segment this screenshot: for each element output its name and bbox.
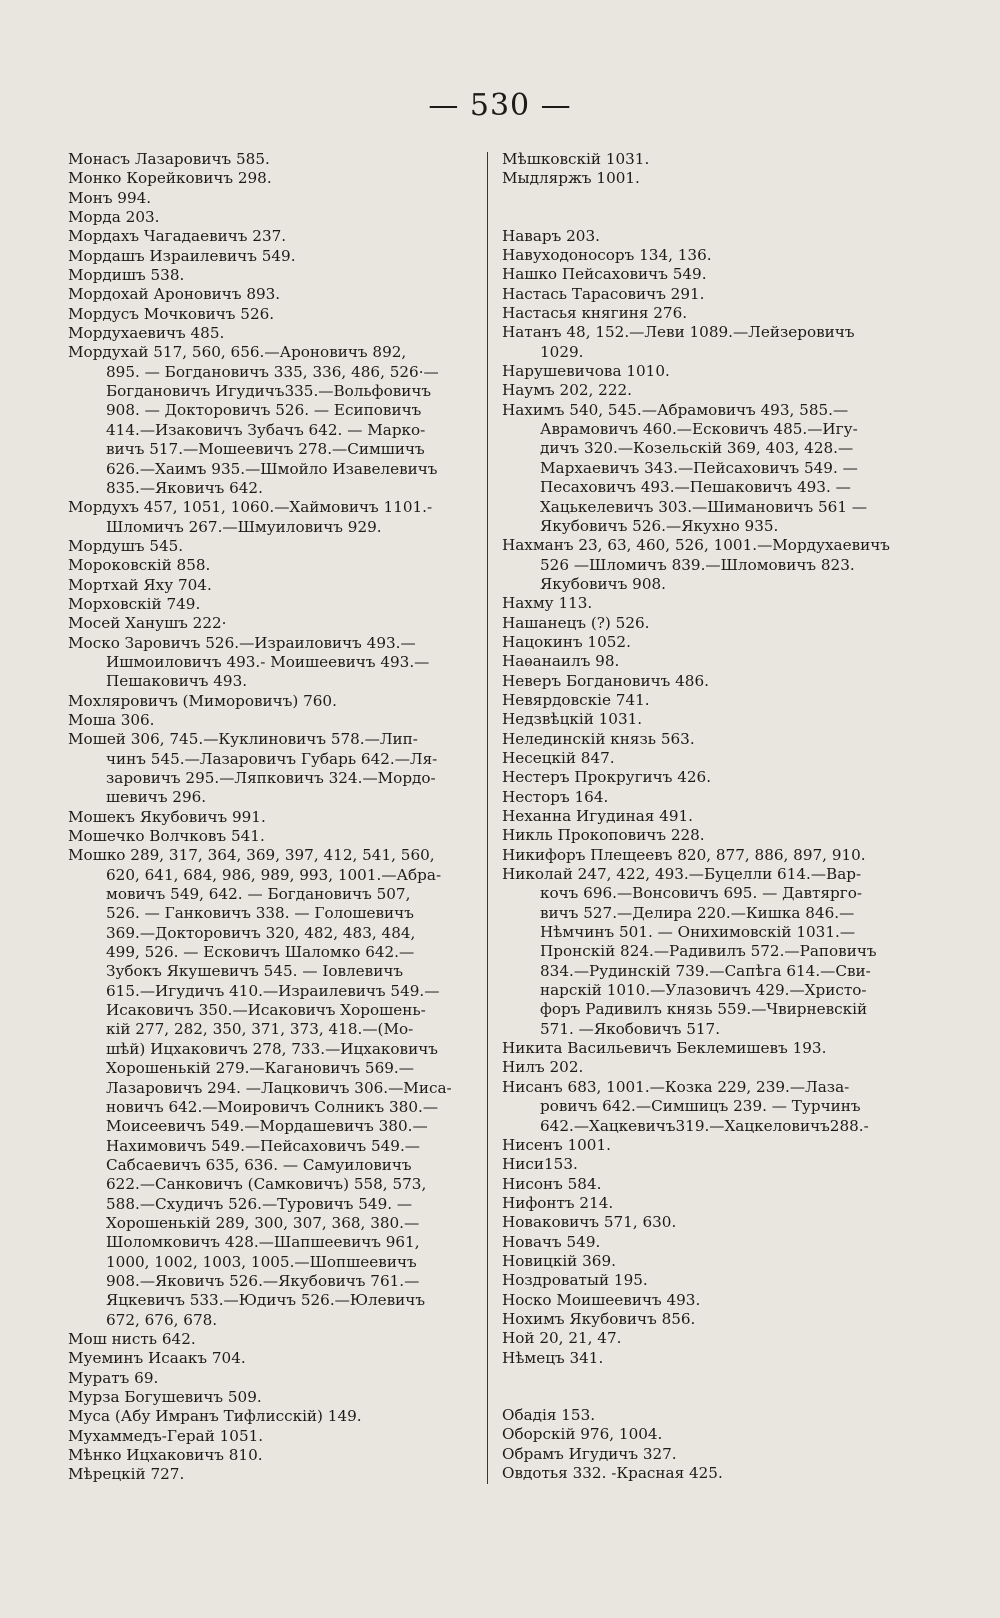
index-entry: Новицкій 369.: [502, 1251, 616, 1270]
index-entry: Мохляровичъ (Миморовичъ) 760.: [68, 691, 337, 710]
index-entry-continuation: вичъ 527.—Делира 220.—Кишка 846.—: [540, 903, 855, 922]
index-entry: Мошекъ Якубовичъ 991.: [68, 807, 266, 826]
index-entry: Наумъ 202, 222.: [502, 381, 632, 400]
index-entry: Носко Моишеевичъ 493.: [502, 1290, 701, 1309]
column-divider: [487, 152, 488, 1484]
index-entry-continuation: 414.—Изаковичъ Зубачъ 642. — Марко-: [106, 420, 426, 439]
index-entry: Натанъ 48, 152.—Леви 1089.—Лейзеровичъ: [502, 323, 855, 342]
index-entry-continuation: шевичъ 296.: [106, 788, 207, 807]
index-entry: Мордухай 517, 560, 656.—Ароновичъ 892,: [68, 343, 407, 362]
section-gap: [502, 1368, 932, 1406]
index-entry: Несторъ 164.: [502, 787, 609, 806]
index-entry: Моско Заровичъ 526.—Израиловичъ 493.—: [68, 633, 416, 652]
index-entry-continuation: заровичъ 295.—Ляпковичъ 324.—Мордо-: [106, 769, 436, 787]
index-entry: Наѳанаилъ 98.: [502, 652, 620, 671]
index-entry-continuation: 499, 526. — Есковичъ Шаломко 642.—: [106, 943, 415, 962]
index-entry: Нилъ 202.: [502, 1058, 584, 1077]
index-entry-continuation: 1029.: [540, 342, 584, 361]
index-entry-continuation: новичъ 642.—Моировичъ Солникъ 380.—: [106, 1097, 439, 1116]
index-entry-continuation: Хацькелевичъ 303.—Шимановичъ 561 —: [540, 497, 868, 516]
index-entry-continuation: Пронскій 824.—Радивилъ 572.—Раповичъ: [540, 942, 877, 961]
index-entry: Нарушевичова 1010.: [502, 362, 670, 381]
index-entry-continuation: 908.—Яковичъ 526.—Якубовичъ 761.—: [106, 1271, 420, 1290]
index-entry-continuation: Песаховичъ 493.—Пешаковичъ 493. —: [540, 478, 851, 497]
index-entry: Монасъ Лазаровичъ 585.: [68, 150, 270, 168]
index-entry-continuation: 615.—Игудичъ 410.—Израилевичъ 549.—: [106, 981, 440, 1000]
index-entry-continuation: Аврамовичъ 460.—Есковичъ 485.—Игу-: [540, 420, 858, 439]
right-top-entries: [502, 150, 932, 189]
index-entry: Николай 247, 422, 493.—Буцелли 614.—Вар-: [502, 865, 862, 884]
index-entry: Недзвѣцкій 1031.: [502, 710, 643, 729]
index-entry: Нисенъ 1001.: [502, 1135, 611, 1154]
index-entry-continuation: 571. —Якобовичъ 517.: [540, 1019, 721, 1038]
index-entry: Мортхай Яху 704.: [68, 575, 212, 594]
index-entry: Мордашъ Израилевичъ 549.: [68, 246, 296, 265]
index-entry-continuation: Яцкевичъ 533.—Юдичъ 526.—Юлевичъ: [106, 1291, 425, 1310]
index-entry: Мошко 289, 317, 364, 369, 397, 412, 541, 560,: [68, 846, 435, 865]
right-column: [502, 150, 932, 1483]
index-entry-continuation: 526 —Шломичъ 839.—Шломовичъ 823.: [540, 555, 855, 574]
index-entry: Муратъ 69.: [68, 1368, 159, 1387]
index-entry: Нисанъ 683, 1001.—Козка 229, 239.—Лаза-: [502, 1077, 850, 1096]
index-entry: Оборскій 976, 1004.: [502, 1425, 663, 1444]
index-entry: Нахму 113.: [502, 594, 593, 613]
index-entry: Овдотья 332. -Красная 425.: [502, 1464, 723, 1482]
index-entry: Мордахъ Чагадаевичъ 237.: [68, 227, 287, 246]
index-entry-continuation: Нахимовичъ 549.—Пейсаховичъ 549.—: [106, 1136, 420, 1155]
index-entry-continuation: кочъ 696.—Вонсовичъ 695. — Давтярго-: [540, 884, 863, 903]
index-entry-continuation: Зубокъ Якушевичъ 545. — Іовлевичъ: [106, 962, 404, 981]
index-entry: Нахимъ 540, 545.—Абрамовичъ 493, 585.—: [502, 400, 849, 419]
index-entry: Муеминъ Исаакъ 704.: [68, 1349, 246, 1368]
index-entry: Нохимъ Якубовичъ 856.: [502, 1309, 696, 1328]
index-entry-continuation: 626.—Хаимъ 935.—Шмойло Изавелевичъ: [106, 459, 438, 478]
index-entry-continuation: Сабсаевичъ 635, 636. — Самуиловичъ: [106, 1155, 412, 1174]
index-entry: Нестеръ Прокругичъ 426.: [502, 768, 712, 787]
index-entry: Нацокинъ 1052.: [502, 632, 631, 651]
index-entry-continuation: нарскій 1010.—Улазовичъ 429.—Христо-: [540, 981, 867, 1000]
index-entry: Нѣмецъ 341.: [502, 1348, 604, 1367]
index-entry-continuation: Богдановичъ Игудичъ335.—Вольфовичъ: [106, 382, 432, 401]
index-entry: Невярдовскіе 741.: [502, 690, 650, 709]
index-entry-continuation: 588.—Схудичъ 526.—Туровичъ 549. —: [106, 1194, 413, 1213]
index-entry-continuation: 908. — Докторовичъ 526. — Есиповичъ: [106, 401, 422, 420]
index-entry: Мосей Ханушъ 222·: [68, 614, 227, 633]
index-entry: Мордусъ Мочковичъ 526.: [68, 304, 275, 323]
index-entry: Нелединскій князь 563.: [502, 729, 695, 748]
index-entry-continuation: кій 277, 282, 350, 371, 373, 418.—(Мо-: [106, 1020, 414, 1039]
index-entry-continuation: Ишмоиловичъ 493.- Моишеевичъ 493.—: [106, 652, 430, 671]
index-entry-continuation: Якубовичъ 908.: [540, 574, 667, 593]
index-entry: Навуходоносоръ 134, 136.: [502, 246, 712, 265]
index-entry: Неверъ Богдановичъ 486.: [502, 671, 709, 690]
index-entry-continuation: Исаковичъ 350.—Исаковичъ Хорошень-: [106, 1001, 426, 1020]
index-entry: Ной 20, 21, 47.: [502, 1329, 622, 1348]
index-entry: Мыдляржъ 1001.: [502, 169, 640, 188]
index-entry: Нашко Пейсаховичъ 549.: [502, 265, 707, 284]
index-entry-continuation: 369.—Докторовичъ 320, 482, 483, 484,: [106, 923, 416, 942]
index-entry: Монко Корейковичъ 298.: [68, 169, 272, 188]
letter-o-section: [502, 1406, 932, 1483]
index-entry: Наваръ 203.: [502, 226, 600, 245]
index-entry-continuation: 835.—Яковичъ 642.: [106, 478, 263, 497]
index-entry: Морда 203.: [68, 208, 160, 227]
index-entry: Мордухъ 457, 1051, 1060.—Хаймовичъ 1101.-: [68, 498, 433, 517]
index-entry-continuation: Мархаевичъ 343.—Пейсаховичъ 549. —: [540, 458, 858, 477]
index-entry: Обадія 153.: [502, 1405, 596, 1424]
index-entry: Настасья княгиня 276.: [502, 304, 688, 323]
index-entry-continuation: 526. — Ганковичъ 338. — Голошевичъ: [106, 904, 414, 923]
index-entry-continuation: мовичъ 549, 642. — Богдановичъ 507,: [106, 885, 411, 904]
letter-n-section: [502, 227, 932, 1368]
index-entry-continuation: 895. — Богдановичъ 335, 336, 486, 526·—: [106, 362, 439, 381]
index-entry: Монъ 994.: [68, 188, 152, 207]
index-entry: Ниси153.: [502, 1155, 578, 1174]
index-entry-continuation: Нѣмчинъ 501. — Онихимовскій 1031.—: [540, 923, 856, 942]
index-entry-continuation: Моисеевичъ 549.—Мордашевичъ 380.—: [106, 1117, 428, 1136]
index-entry-continuation: Хорошенькій 289, 300, 307, 368, 380.—: [106, 1213, 420, 1232]
section-gap: [502, 189, 932, 227]
index-entry: Мордушъ 545.: [68, 536, 184, 555]
index-entry: Обрамъ Игудичъ 327.: [502, 1444, 677, 1463]
index-entry: Мордохай Ароновичъ 893.: [68, 285, 281, 304]
index-entry: Муса (Абу Имранъ Тифлисскій) 149.: [68, 1407, 362, 1426]
index-entry-continuation: Якубовичъ 526.—Якухно 935.: [540, 516, 779, 535]
index-entry: Никита Васильевичъ Беклемишевъ 193.: [502, 1039, 827, 1058]
index-entry: Нахманъ 23, 63, 460, 526, 1001.—Мордухаевичъ: [502, 536, 890, 555]
index-entry: Нифонтъ 214.: [502, 1193, 614, 1212]
index-entry: Мурза Богушевичъ 509.: [68, 1388, 262, 1406]
index-entry-continuation: Пешаковичъ 493.: [106, 672, 248, 691]
index-entry-continuation: шѣй) Ицхаковичъ 278, 733.—Ицхаковичъ: [106, 1039, 438, 1058]
index-entry: Ноздроватый 195.: [502, 1271, 648, 1290]
index-entry: Несецкій 847.: [502, 748, 615, 767]
index-entry-continuation: 1000, 1002, 1003, 1005.—Шопшеевичъ: [106, 1252, 417, 1271]
index-entry-continuation: 622.—Санковичъ (Самковичъ) 558, 573,: [106, 1175, 427, 1194]
left-column: [68, 150, 473, 1485]
index-entry: Мош нисть 642.: [68, 1329, 196, 1348]
index-entry: Никль Прокоповичъ 228.: [502, 826, 705, 845]
index-entry: Мѣшковскій 1031.: [502, 150, 650, 168]
index-entry-continuation: Шломичъ 267.—Шмуиловичъ 929.: [106, 517, 382, 536]
index-entry-continuation: Лазаровичъ 294. —Лацковичъ 306.—Миса-: [106, 1078, 452, 1097]
index-entry-continuation: дичъ 320.—Козельскій 369, 403, 428.—: [540, 439, 854, 458]
index-entry: Мошечко Волчковъ 541.: [68, 827, 265, 846]
index-entry: Мухаммедъ-Герай 1051.: [68, 1426, 264, 1445]
index-entry: Моша 306.: [68, 710, 155, 729]
page-number: — 530 —: [428, 88, 572, 123]
index-entry-continuation: ровичъ 642.—Симшицъ 239. — Турчинъ: [540, 1097, 861, 1116]
index-entry: Нисонъ 584.: [502, 1174, 602, 1193]
index-entry: Новаковичъ 571, 630.: [502, 1213, 677, 1232]
index-entry-continuation: 834.—Рудинскій 739.—Сапѣга 614.—Сви-: [540, 961, 871, 980]
index-entry-continuation: Хорошенькій 279.—Кагановичъ 569.—: [106, 1059, 414, 1078]
index-entry: Новачъ 549.: [502, 1232, 601, 1251]
index-entry: Мороковскій 858.: [68, 556, 211, 575]
index-entry-continuation: форъ Радивилъ князь 559.—Чвирневскій: [540, 1000, 868, 1019]
index-entry: Мордишъ 538.: [68, 266, 185, 285]
index-entry: Неханна Игудиная 491.: [502, 807, 693, 825]
index-entry: Мордухаевичъ 485.: [68, 324, 225, 343]
index-entry-continuation: вичъ 517.—Мошеевичъ 278.—Симшичъ: [106, 440, 425, 459]
index-entry: Мѣрецкій 727.: [68, 1465, 185, 1484]
index-entry: Мошей 306, 745.—Куклиновичъ 578.—Лип-: [68, 730, 418, 749]
index-entry: Никифоръ Плещеевъ 820, 877, 886, 897, 910.: [502, 845, 866, 864]
index-entry-continuation: чинъ 545.—Лазаровичъ Губарь 642.—Ля-: [106, 749, 438, 768]
index-entry-continuation: 620, 641, 684, 986, 989, 993, 1001.—Абра-: [106, 865, 442, 884]
index-entry-continuation: 672, 676, 678.: [106, 1310, 218, 1329]
index-entry: Морховскій 749.: [68, 594, 201, 613]
index-entry-continuation: Шоломковичъ 428.—Шапшеевичъ 961,: [106, 1233, 420, 1252]
index-entry-continuation: 642.—Хацкевичъ319.—Хацкеловичъ288.-: [540, 1116, 869, 1135]
index-entry: Настась Тарасовичъ 291.: [502, 284, 705, 303]
index-entry: Мѣнко Ицхаковичъ 810.: [68, 1446, 263, 1465]
index-entry: Нашанецъ (?) 526.: [502, 613, 650, 632]
